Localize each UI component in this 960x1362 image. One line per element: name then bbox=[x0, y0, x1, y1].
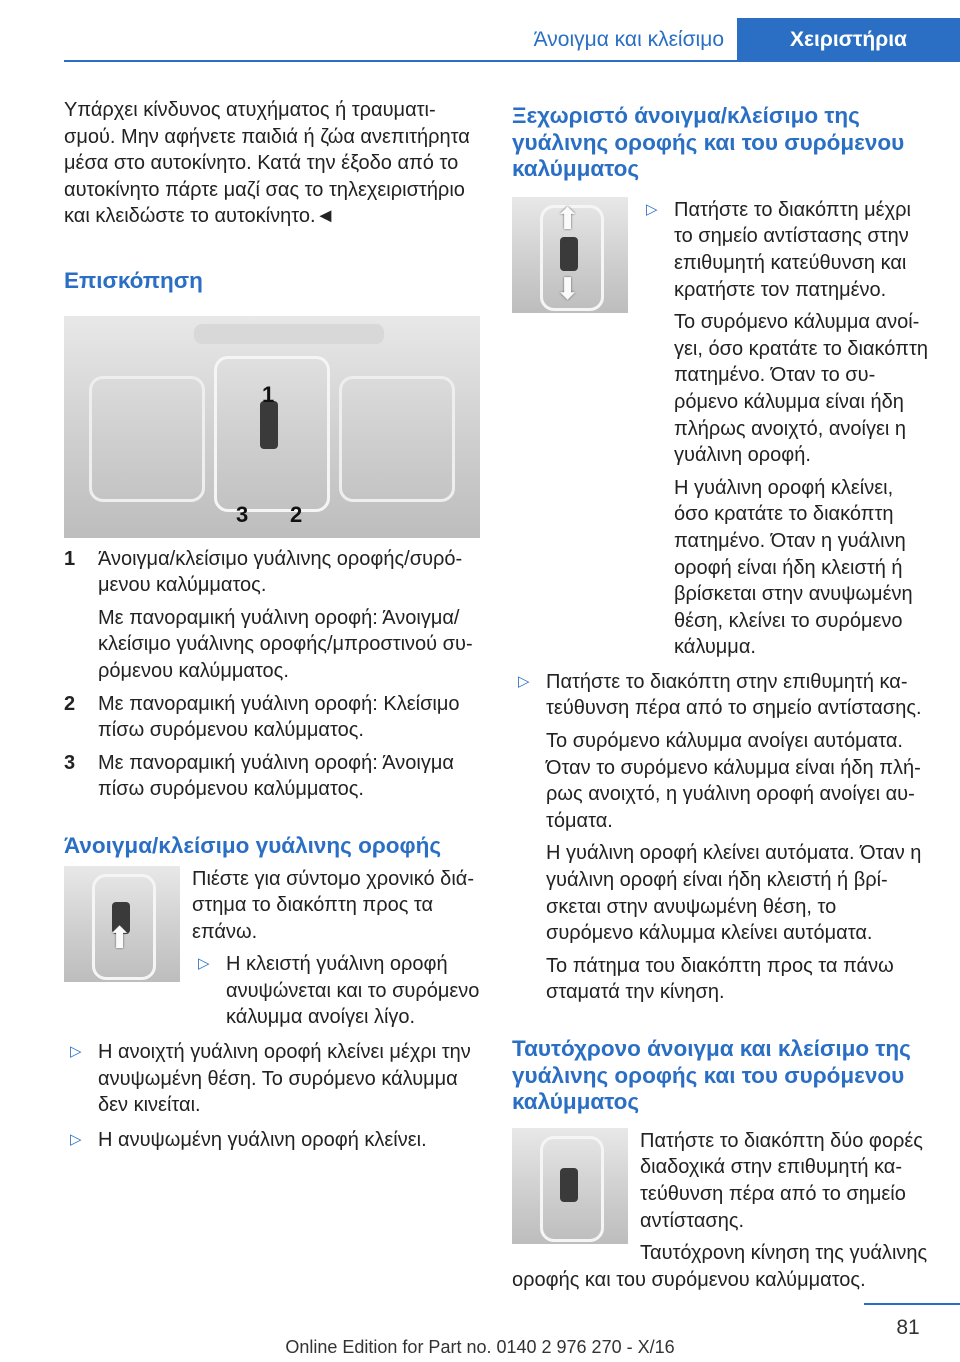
switch-updown-illustration bbox=[512, 197, 628, 313]
arrow-up-icon: ⬆ bbox=[107, 921, 133, 955]
callout-1: 1 bbox=[262, 381, 275, 407]
simultaneous-result: Ταυτόχρονη κίνηση της γυάλινης οροφής και του συρόμενου καλύμματος. bbox=[512, 1242, 928, 1291]
simultaneous-heading: Ταυτόχρονο άνοιγμα και κλείσιμο της γυάλινης οροφής και του συρόμενου καλύμματος bbox=[512, 1036, 911, 1115]
item-text: Με πανοραμική γυάλινη οροφή: Άνοιγμα πίσω συρόμενου καλύμματος. bbox=[98, 751, 454, 801]
arrow-down-icon: ⬇ bbox=[555, 272, 581, 306]
bullet-text: Πατήστε το διακόπτη στην επιθυμητή κατεύθυνση πέρα από το σημείο αντίστασης. bbox=[546, 670, 922, 720]
overview-illustration bbox=[64, 316, 480, 538]
triangle-bullet-icon bbox=[518, 669, 530, 696]
overview-heading: Επισκόπηση bbox=[64, 267, 203, 293]
bullet-text: Πατήστε το διακόπτη μέχρι το σημείο αντίστασης στην επιθυμητή κατεύθυνση και κρατήστε τον πατημένο. bbox=[674, 198, 911, 301]
bullet-text: Η ανοιχτή γυάλινη οροφή κλείνει μέχρι την ανυψωμένη θέση. Το συρόμενο κάλυμμα δεν κινείται. bbox=[98, 1041, 471, 1117]
simultaneous-instruction: Πατήστε το διακόπτη δύο φορές διαδοχικά στην επιθυμητή κατεύθυνση πέρα από το σημείο αντίστασης. bbox=[640, 1129, 923, 1232]
bullet-text: Η κλειστή γυάλινη οροφή ανυψώνεται και το συρόμενο κάλυμμα ανοίγει λίγο. bbox=[226, 953, 480, 1029]
edition-note: Online Edition for Part no. 0140 2 976 270 - X/16 bbox=[285, 1337, 675, 1357]
arrow-up-icon: ⬆ bbox=[555, 202, 581, 236]
left-column bbox=[64, 97, 480, 1153]
triangle-bullet-icon bbox=[198, 951, 210, 978]
item-text: Με πανοραμική γυάλινη οροφή: Κλείσιμο πίσω συρόμενου καλύμματος. bbox=[98, 692, 460, 742]
triangle-bullet-icon bbox=[646, 197, 658, 224]
list-item bbox=[64, 546, 480, 685]
bullet-paragraph: Η γυάλινη οροφή κλείνει αυτόματα. Όταν η γυάλινη οροφή είναι ήδη κλειστή ή βρίσκεται στην ανυψωμένη θέση, το συρόμενο κάλυμμα κλείνει αυτόματα. bbox=[546, 842, 922, 945]
simultaneous-section bbox=[512, 1128, 928, 1294]
warning-text: Υπάρχει κίνδυνος ατυχήματος ή τραυματισμού. Μην αφήνετε παιδιά ή ζώα ανεπιτήρητα μέσα στο αυτοκίνητο. Κατά την έξοδο από το αυτοκίνητο πάρτε μαζί σας το τηλεχειριστήριο και κλειδώστε το αυτοκίνητο.◄ bbox=[64, 99, 470, 228]
item-text: Άνοιγμα/κλείσιμο γυάλινης οροφής/συρόμενου καλύμματος. bbox=[98, 547, 463, 597]
bullet-paragraph: Το συρόμενο κάλυμμα ανοίγει, όσο κρατάτε το διακόπτη πατημένο. Όταν το συρόμενο κάλυμμα είναι ήδη πλήρως ανοιχτό, ανοίγει η γυάλινη οροφή. bbox=[674, 311, 928, 467]
roof-section bbox=[64, 866, 480, 1154]
roof-bullet bbox=[192, 951, 480, 1031]
roof-heading: Άνοιγμα/κλείσιμο γυάλινης οροφής bbox=[64, 832, 442, 858]
bullet-paragraph: Η γυάλινη οροφή κλείνει, όσο κρατάτε το διακόπτη πατημένο. Όταν η γυάλινη οροφή είναι ήδη κλειστή ή βρίσκεται στην ανυψωμένη θέση, κλείνει το συρόμενο κάλυμμα. bbox=[674, 476, 913, 659]
separate-bullet bbox=[512, 669, 928, 1006]
overview-list bbox=[64, 546, 480, 803]
bullet-paragraph: Το συρόμενο κάλυμμα ανοίγει αυτόματα. Όταν το συρόμενο κάλυμμα είναι ήδη πλήρως ανοιχτό, η γυάλινη οροφή ανοίγει αυτόματα. bbox=[546, 730, 921, 832]
chapter-title: Άνοιγμα και κλείσιμο bbox=[533, 28, 724, 51]
triangle-bullet-icon bbox=[70, 1127, 82, 1154]
section-tab: Χειριστήρια bbox=[737, 18, 960, 62]
right-column bbox=[512, 103, 928, 1293]
bullet-text: Η ανυψωμένη γυάλινη οροφή κλείνει. bbox=[98, 1128, 427, 1151]
separate-bullet bbox=[640, 197, 928, 661]
triangle-bullet-icon bbox=[70, 1039, 82, 1066]
separate-heading: Ξεχωριστό άνοιγμα/κλείσιμο της γυάλινης οροφής και του συρόμενου καλύμματος bbox=[512, 103, 905, 182]
list-item bbox=[64, 750, 480, 803]
callout-2: 2 bbox=[290, 501, 303, 527]
bullet-paragraph: Το πάτημα του διακόπτη προς τα πάνω σταματά την κίνηση. bbox=[546, 954, 894, 1004]
roof-bullet bbox=[64, 1127, 480, 1154]
item-number: 1 bbox=[64, 547, 76, 570]
item-number: 2 bbox=[64, 692, 76, 715]
page-number: 81 bbox=[896, 1316, 920, 1339]
callout-3: 3 bbox=[236, 501, 249, 527]
list-item bbox=[64, 691, 480, 744]
switch-up-illustration bbox=[64, 866, 180, 982]
separate-section bbox=[512, 197, 928, 1006]
item-number: 3 bbox=[64, 751, 76, 774]
item-subtext: Με πανοραμική γυάλινη οροφή: Άνοιγμα/κλείσιμο γυάλινης οροφής/μπροστινού συρόμενου καλύμματος. bbox=[98, 606, 473, 682]
roof-bullet bbox=[64, 1039, 480, 1119]
switch-illustration bbox=[512, 1128, 628, 1244]
footer-rule bbox=[864, 1303, 960, 1305]
roof-instruction: Πιέστε για σύντομο χρονικό διάστημα το διακόπτη προς τα επάνω. bbox=[192, 867, 474, 943]
